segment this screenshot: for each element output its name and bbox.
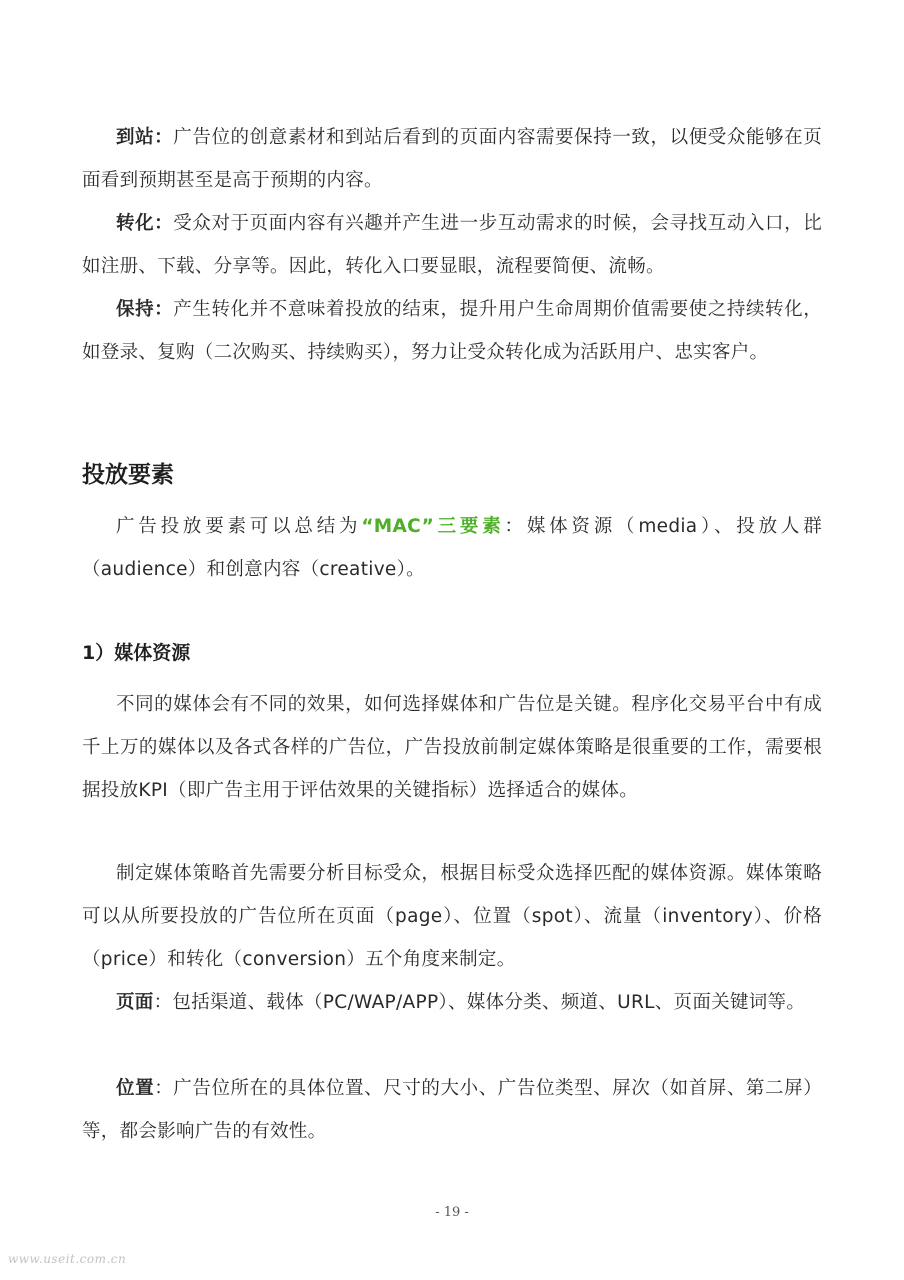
paragraph-conversion-text: 受众对于页面内容有兴趣并产生进一步互动需求的时候，会寻找互动入口，比如注册、下载、分享等。因此，转化入口要显眼，流程要简便、流畅。 (82, 213, 823, 277)
paragraph-mac-intro (82, 505, 822, 591)
page-number: - 19 - (435, 1205, 469, 1220)
mac-highlight: “MAC”三要素 (361, 516, 505, 537)
term-page: 页面 (116, 992, 154, 1013)
subheading-media-resources: 1）媒体资源 (82, 642, 191, 664)
paragraph-page-factor (82, 981, 822, 1024)
paragraph-page-factor-text: ：包括渠道、载体（PC/WAP/APP）、媒体分类、频道、URL、页面关键词等。 (153, 992, 806, 1013)
paragraph-position-factor (82, 1067, 822, 1153)
term-retention: 保持： (116, 299, 174, 320)
paragraph-arrival (82, 116, 822, 202)
paragraph-media-strategy: 制定媒体策略首先需要分析目标受众，根据目标受众选择匹配的媒体资源。媒体策略可以从所要投放的广告位所在页面（page）、位置（spot）、流量（inventory）、价格（price）和转化（conversion）五个角度来制定。 (82, 863, 822, 970)
mac-intro-text-before: 广告投放要素可以总结为 (116, 516, 362, 537)
paragraph-position-factor-text: ：广告位所在的具体位置、尺寸的大小、广告位类型、屏次（如首屏、第二屏）等，都会影响广告的有效性。 (82, 1078, 822, 1142)
section-heading: 投放要素 (82, 462, 174, 488)
term-position: 位置 (116, 1078, 155, 1099)
paragraph-retention-text: 产生转化并不意味着投放的结束，提升用户生命周期价值需要使之持续转化，如登录、复购（二次购买、持续购买），努力让受众转化成为活跃用户、忠实客户。 (82, 299, 823, 363)
paragraph-retention (82, 288, 822, 374)
term-arrival: 到站： (116, 127, 174, 148)
watermark: www.useit.com.cn (8, 1252, 127, 1266)
mac-intro-text-after: ：媒体资源（media）、投放人群（audience）和创意内容（creative）。 (82, 516, 822, 580)
term-conversion: 转化： (116, 213, 174, 234)
paragraph-arrival-text: 广告位的创意素材和到站后看到的页面内容需要保持一致，以便受众能够在页面看到预期甚至是高于预期的内容。 (82, 127, 823, 191)
paragraph-media-choice: 不同的媒体会有不同的效果，如何选择媒体和广告位是关键。程序化交易平台中有成千上万的媒体以及各式各样的广告位，广告投放前制定媒体策略是很重要的工作，需要根据投放KPI（即广告主用于评估效果的关键指标）选择适合的媒体。 (82, 694, 822, 801)
paragraph-conversion (82, 202, 822, 288)
